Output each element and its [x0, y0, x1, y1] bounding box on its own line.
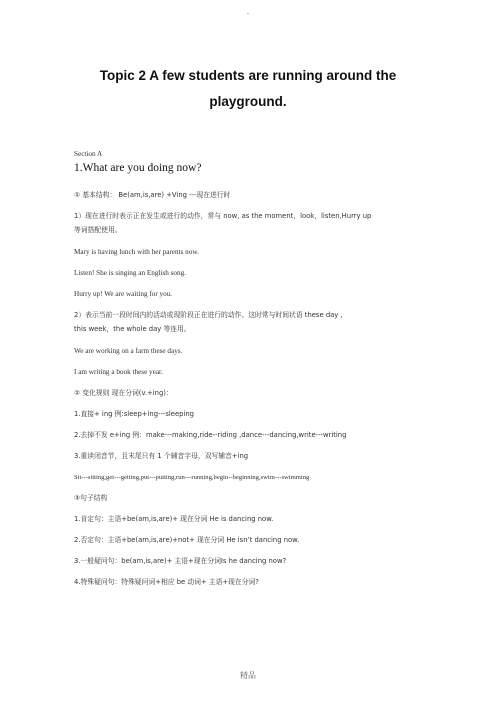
point-2-rules: ② 变化规则 现在分词(v.+ing)： [74, 389, 173, 397]
main-heading: 1.What are you doing now? [74, 162, 202, 174]
sentence-wh-question: 4.特殊疑问句：特殊疑问词+相应 be 动词+ 主语+现在分词? [74, 578, 259, 586]
usage-1-line-b: 等词搭配使用。 [74, 226, 122, 234]
example-2: Listen! She is singing an English song. [74, 269, 187, 277]
example-4: We are working on a farm these days. [74, 347, 183, 355]
usage-2-line-b: this week，the whole day 等连用。 [74, 325, 191, 333]
footer-label: 精品 [240, 671, 256, 680]
rule-3-examples: Sit---sitting,get---getting,put---putting,run---running,begin--beginning,swim---swimming [74, 474, 310, 481]
rule-3: 3.重读闭音节，且末尾只有 1 个辅音字母，双写辅音+ing [74, 452, 249, 460]
sentence-yes-no-question: 3.一般疑问句：be(am,is,are)+ 主语+现在分词Is he dancing now? [74, 557, 287, 565]
title-line-2: playground. [209, 94, 287, 109]
usage-2-line-a: 2）表示当前一段时间内的活动或现阶段正在进行的动作。这时常与时间状语 these day , [74, 311, 343, 319]
rule-2: 2.去掉不发 e+ing 例：make---making,ride--riding ,dance---dancing,write---writing [74, 431, 347, 439]
title-line-1: Topic 2 A few students are running around the [99, 68, 397, 83]
point-3-sentences: ③句子结构 [74, 494, 108, 502]
section-label: Section A [74, 150, 103, 158]
header-mark: . [246, 6, 250, 16]
example-3: Hurry up! We are waiting for you. [74, 290, 173, 298]
point-1-structure: ① 基本结构： Be(am,is,are) +Ving ---现在进行时 [74, 191, 231, 199]
usage-1-line-a: 1）现在进行时表示正在发生或进行的动作，常与 now, as the moment，look，listen,Hurry up [74, 212, 372, 220]
sentence-affirmative: 1.肯定句：主语+be(am,is,are)+ 现在分词 He is dancing now. [74, 515, 274, 523]
example-1: Mary is having lunch with her parents now. [74, 248, 199, 256]
sentence-negative: 2.否定句：主语+be(am,is,are)+not+ 现在分词 He isn’t dancing now. [74, 536, 300, 544]
rule-1: 1.直接+ ing 例:sleep+ing---sleeping [74, 410, 194, 418]
example-5: I am writing a book these year. [74, 368, 163, 376]
